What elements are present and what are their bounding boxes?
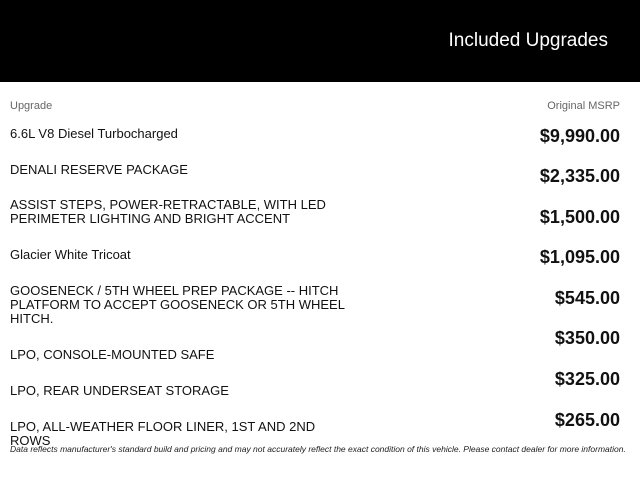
header-bar (0, 0, 640, 82)
column-header-msrp: Original MSRP (547, 100, 620, 112)
header-title: Included Upgrades (448, 30, 608, 51)
upgrade-name: LPO, REAR UNDERSEAT STORAGE (10, 383, 229, 398)
upgrade-name: GOOSENECK / 5TH WHEEL PREP PACKAGE -- HITCH PLATFORM TO ACCEPT GOOSENECK OR 5TH WHEEL HITCH. (10, 283, 345, 326)
upgrade-price: $2,335.00 (539, 166, 620, 186)
column-header-upgrade: Upgrade (10, 100, 53, 112)
upgrade-price: $350.00 (554, 328, 620, 348)
upgrade-price: $545.00 (554, 288, 620, 308)
upgrade-name: LPO, ALL-WEATHER FLOOR LINER, 1ST AND 2ND ROWS (10, 419, 316, 448)
upgrade-price: $1,500.00 (539, 207, 620, 227)
upgrade-name: 6.6L V8 Diesel Turbocharged (10, 126, 178, 141)
upgrade-name: LPO, CONSOLE-MOUNTED SAFE (10, 347, 215, 362)
upgrade-name: ASSIST STEPS, POWER-RETRACTABLE, WITH LED PERIMETER LIGHTING AND BRIGHT ACCENT (10, 197, 326, 226)
disclaimer-text: Data reflects manufacturer's standard build and pricing and may not accurately reflect the exact condition of this vehicle. Please contact dealer for more information. (10, 444, 626, 454)
upgrade-name: DENALI RESERVE PACKAGE (10, 162, 188, 177)
upgrade-price: $9,990.00 (539, 126, 620, 146)
upgrade-name: Glacier White Tricoat (10, 247, 131, 262)
upgrade-price: $1,095.00 (539, 247, 620, 267)
upgrade-price: $325.00 (554, 369, 620, 389)
upgrade-price: $265.00 (554, 410, 620, 430)
